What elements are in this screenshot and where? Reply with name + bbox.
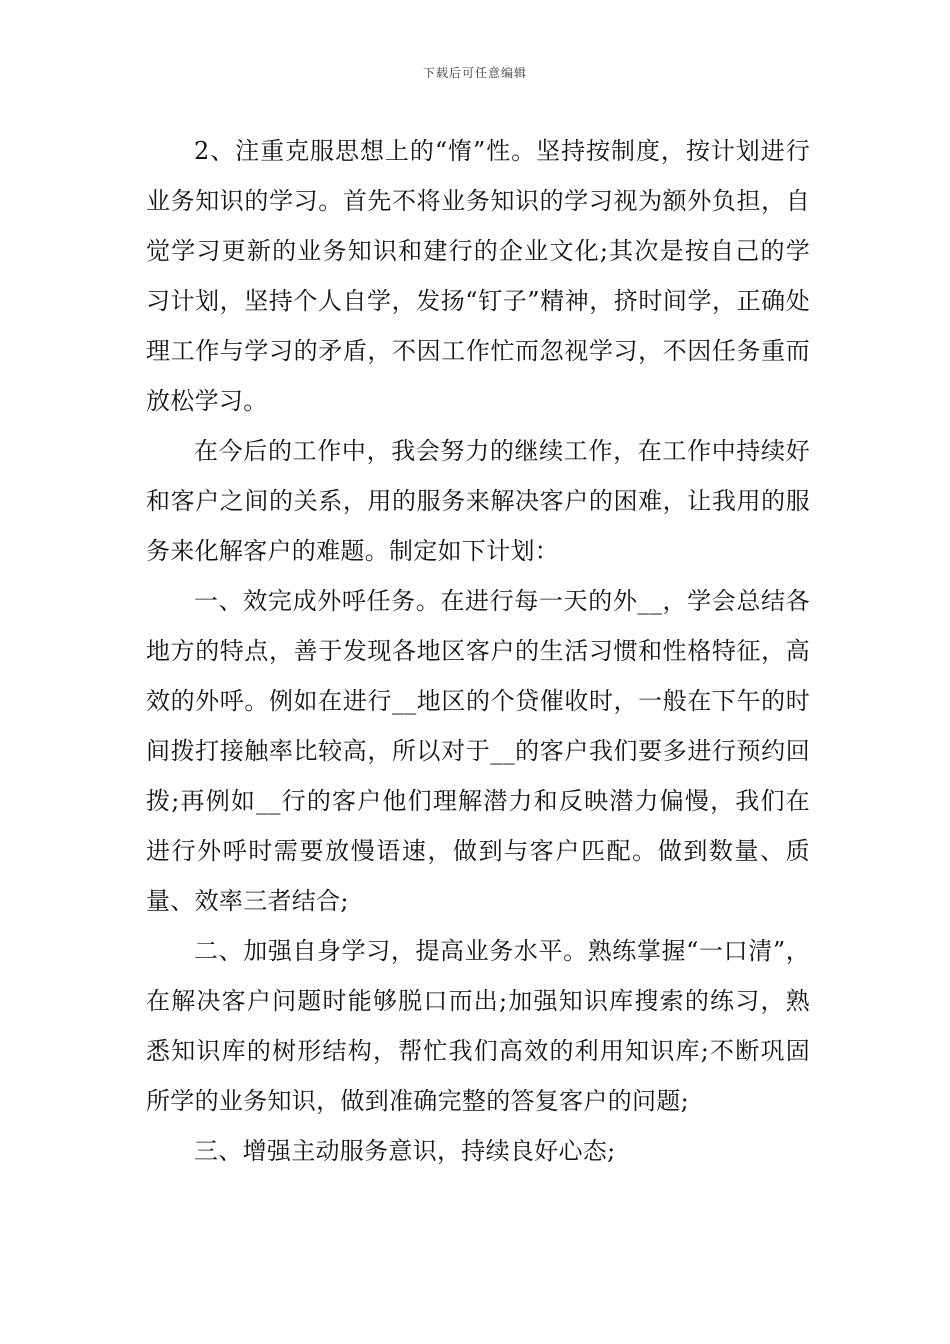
- paragraph-plan-item-1: 一、效完成外呼任务。在进行每一天的外__，学会总结各地方的特点，善于发现各地区客户的生活习惯和性格特征，高效的外呼。例如在进行__地区的个贷催收时，一般在下午的时间拨打接触率比较高，所以对于__的客户我们要多进行预约回拨;再例如__行的客户他们理解潜力和反映潜力偏慢，我们在进行外呼时需要放慢语速，做到与客户匹配。做到数量、质量、效率三者结合;: [146, 587, 810, 915]
- paragraph-plan-item-3: 三、增强主动服务意识，持续良好心态;: [194, 1137, 616, 1165]
- page-header: 下载后可任意编辑: [422, 66, 527, 80]
- paragraph-study-habits: 2、注重克服思想上的“惰”性。坚持按制度，按计划进行业务知识的学习。首先不将业务知识的学习视为额外负担，自觉学习更新的业务知识和建行的企业文化;其次是按自己的学习计划，坚持个人自学，发扬“钉子”精神，挤时间学，正确处理工作与学习的矛盾，不因工作忙而忽视学习，不因任务重而放松学习。: [146, 137, 810, 415]
- document-body: [146, 126, 810, 1176]
- paragraph-plan-item-2: 二、加强自身学习，提高业务水平。熟练掌握“一口清”，在解决客户问题时能够脱口而出;加强知识库搜索的练习，熟悉知识库的树形结构，帮忙我们高效的利用知识库;不断巩固所学的业务知识，做到准确完整的答复客户的问题;: [146, 937, 810, 1115]
- paragraph-future-work: 在今后的工作中，我会努力的继续工作，在工作中持续好和客户之间的关系，用的服务来解决客户的困难，让我用的服务来化解客户的难题。制定如下计划：: [146, 437, 810, 565]
